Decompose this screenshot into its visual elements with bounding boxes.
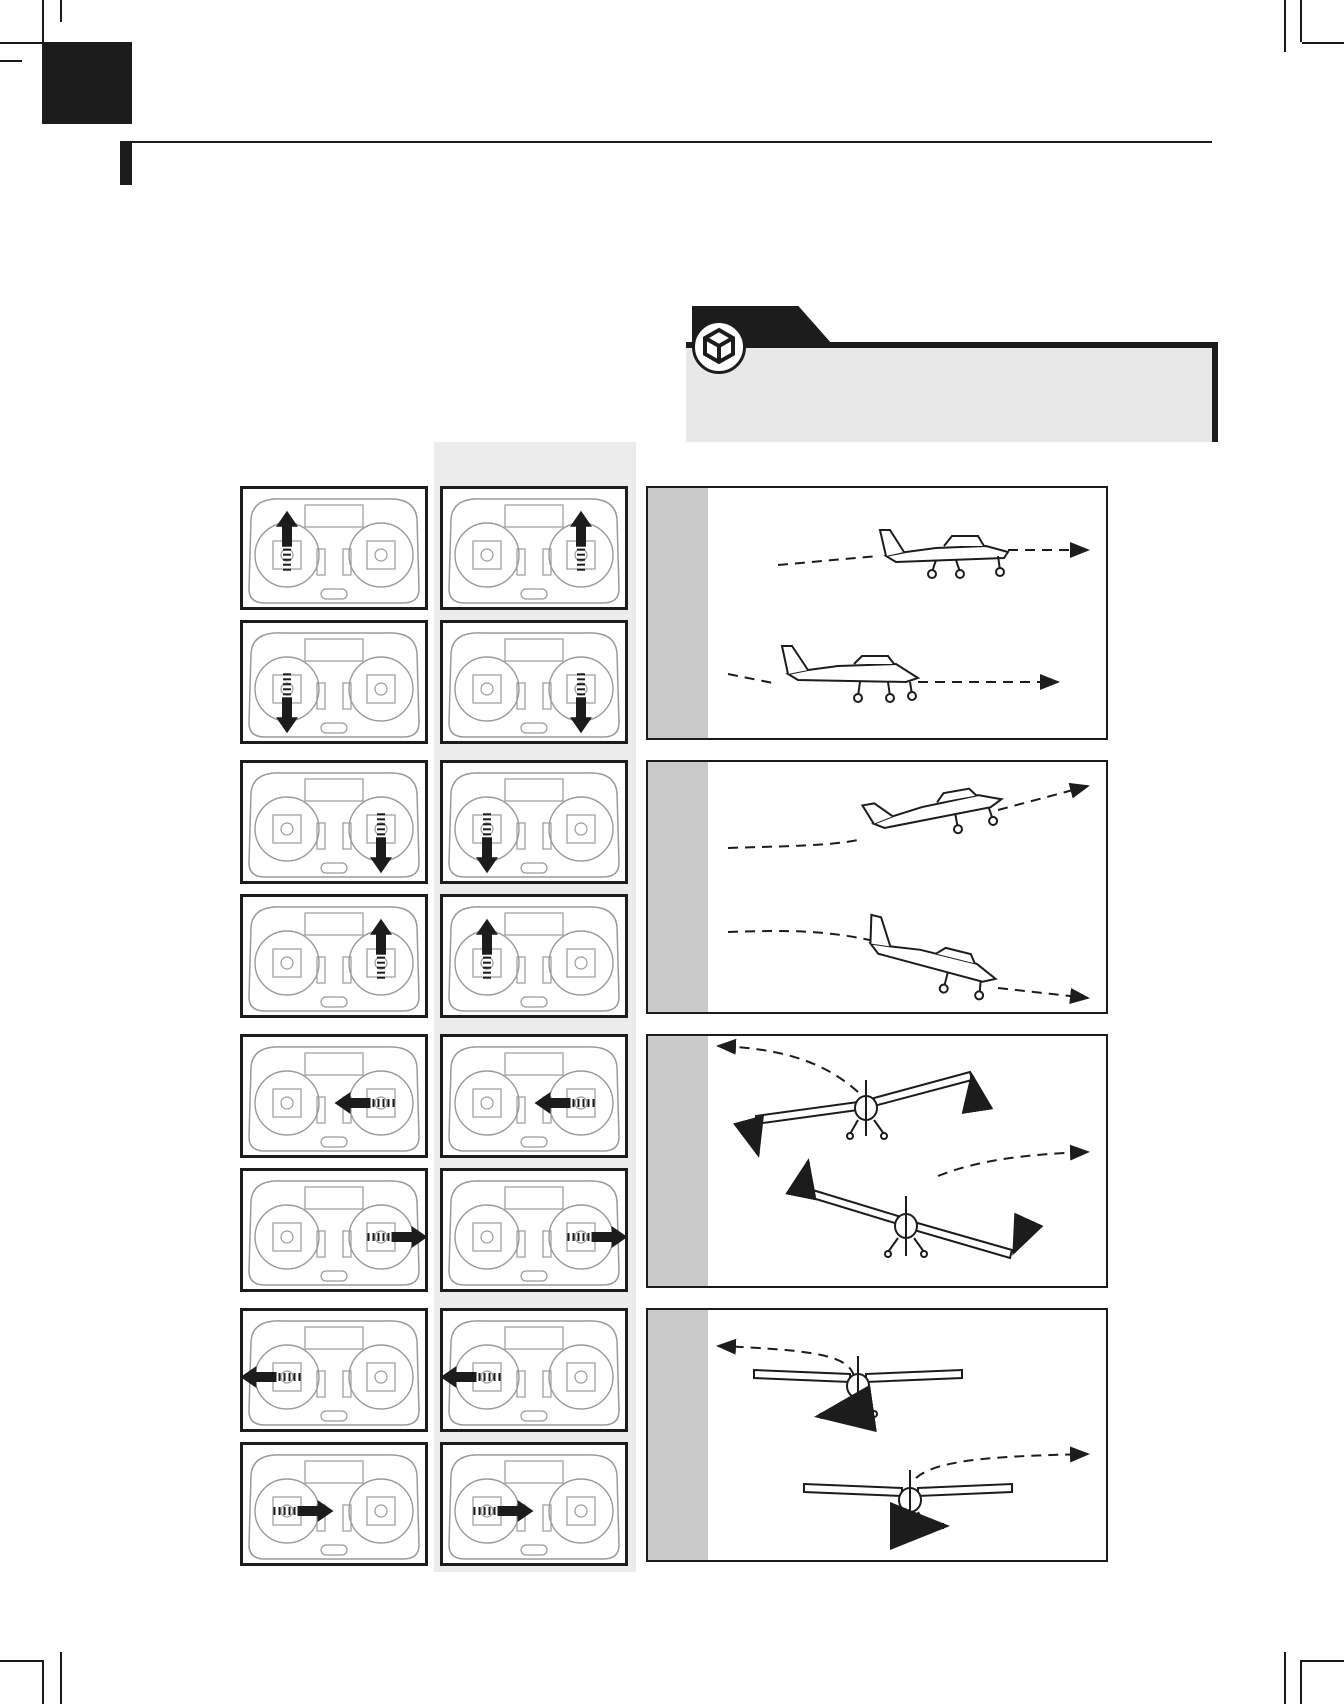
airplane-front-view-icon — [756, 1072, 972, 1139]
crop-mark — [1284, 1652, 1286, 1704]
transmitter-aileron-mode1-right — [240, 1168, 428, 1292]
crop-mark — [42, 0, 44, 42]
crop-mark — [60, 1652, 62, 1704]
page-section-tab — [42, 42, 132, 124]
transmitter-rudder-mode2-right — [440, 1442, 628, 1566]
transmitter-aileron-mode2-left — [440, 1034, 628, 1158]
airplane-side-view-icon — [857, 915, 1003, 1004]
stick-arrow-right — [568, 1226, 626, 1248]
transmitter-elevator-mode1-down — [240, 760, 428, 884]
header-rule — [120, 141, 1212, 143]
stick-arrow-left — [243, 1366, 301, 1388]
tip-right-bar — [1212, 344, 1218, 442]
crop-mark — [1300, 0, 1302, 42]
crop-mark — [60, 0, 62, 22]
rudder-illustration — [708, 1310, 1108, 1560]
aileron-illustration-panel — [646, 1034, 1108, 1288]
rudder-illustration-panel — [646, 1308, 1108, 1562]
panel-stripe — [648, 1310, 708, 1560]
airplane-front-view-icon — [806, 1188, 1012, 1258]
stick-arrow-right — [368, 1226, 426, 1248]
stick-arrow-left — [443, 1366, 501, 1388]
crop-mark — [0, 1660, 42, 1662]
transmitter-elevator-mode2-up — [440, 894, 628, 1018]
transmitter-aileron-mode2-right — [440, 1168, 628, 1292]
transmitter-throttle-mode2-down — [440, 620, 628, 744]
crop-mark — [0, 60, 22, 62]
tip-box — [686, 306, 1218, 442]
airplane-side-view-icon — [880, 530, 1008, 578]
crop-mark — [1300, 1660, 1302, 1704]
transmitter-rudder-mode1-right — [240, 1442, 428, 1566]
panel-stripe — [648, 1036, 708, 1286]
transmitter-throttle-mode1-up — [240, 486, 428, 610]
throttle-illustration-panel — [646, 486, 1108, 740]
airplane-front-view-icon — [754, 1356, 962, 1417]
airplane-side-view-icon — [782, 646, 918, 702]
tip-panel — [686, 344, 1212, 442]
transmitter-aileron-mode1-left — [240, 1034, 428, 1158]
crop-mark — [1302, 42, 1344, 44]
panel-stripe — [648, 762, 708, 1012]
airplane-side-view-icon — [862, 781, 1006, 848]
elevator-illustration-panel — [646, 760, 1108, 1014]
transmitter-throttle-mode1-down — [240, 620, 428, 744]
crop-mark — [42, 1660, 44, 1704]
panel-stripe — [648, 488, 708, 738]
transmitter-elevator-mode2-down — [440, 760, 628, 884]
elevator-illustration — [708, 762, 1108, 1012]
header-rule-marker — [120, 141, 132, 185]
transmitter-rudder-mode2-left — [440, 1308, 628, 1432]
crop-mark — [0, 42, 42, 44]
crop-mark — [1302, 1660, 1344, 1662]
crop-mark — [1284, 0, 1286, 52]
transmitter-rudder-mode1-left — [240, 1308, 428, 1432]
airplane-front-view-icon — [804, 1470, 1012, 1531]
aileron-illustration — [708, 1036, 1108, 1286]
transmitter-elevator-mode1-up — [240, 894, 428, 1018]
transmitter-throttle-mode2-up — [440, 486, 628, 610]
hexagon-cube-icon — [692, 320, 746, 374]
throttle-illustration — [708, 488, 1108, 738]
